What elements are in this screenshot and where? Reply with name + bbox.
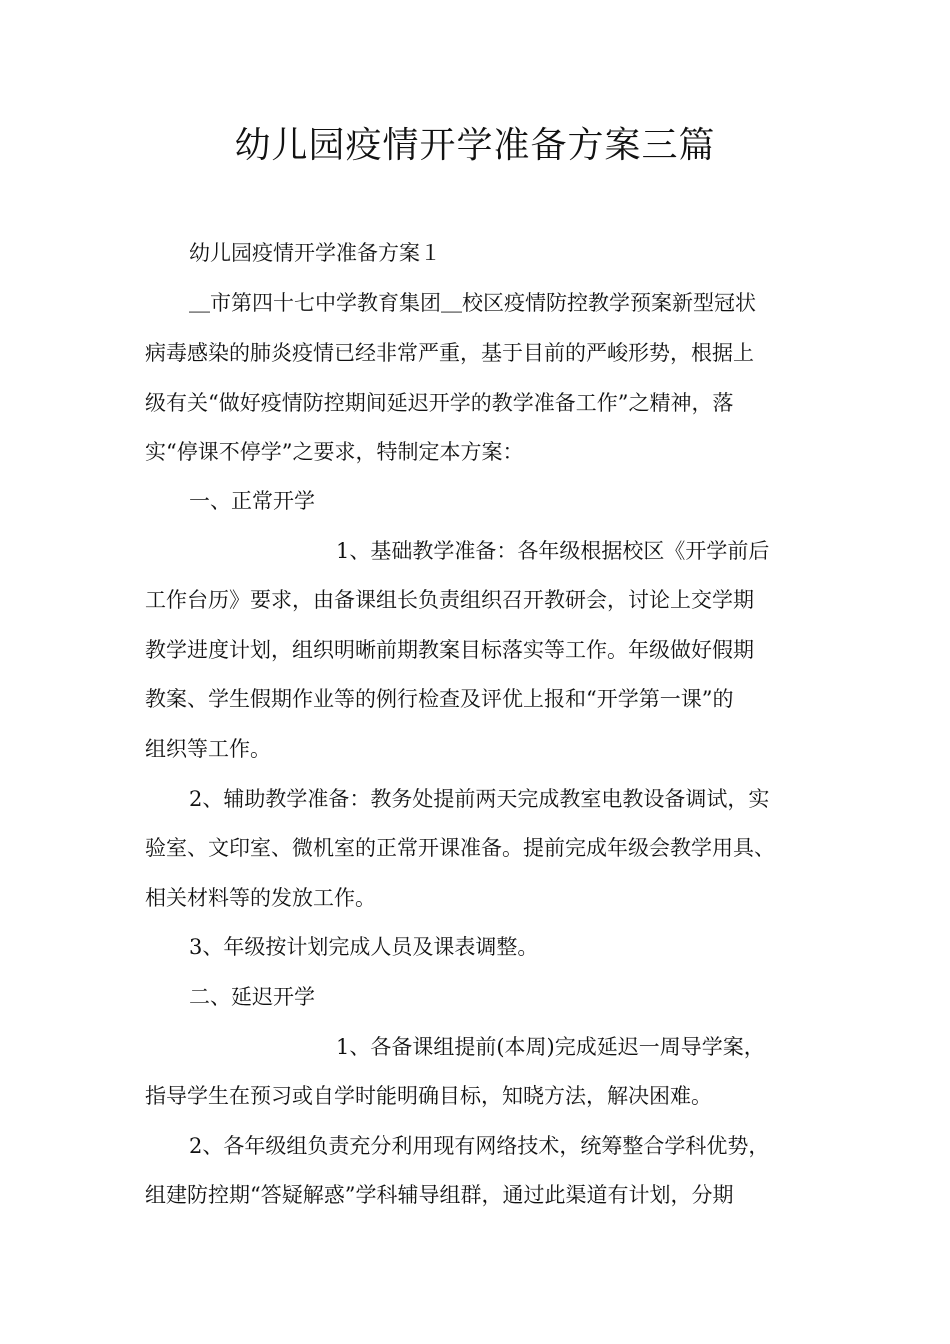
paragraph-line: ＿市第四十七中学教育集团＿校区疫情防控教学预案新型冠状 [189,291,756,315]
paragraph-line: 实“停课不停学”之要求，特制定本方案： [145,440,524,464]
paragraph-line: 2、辅助教学准备：教务处提前两天完成教室电教设备调试，实 [189,787,770,811]
paragraph-line: 指导学生在预习或自学时能明确目标，知晓方法，解决困难。 [145,1084,712,1108]
paragraph-line: 1、基础教学准备：各年级根据校区《开学前后 [336,539,770,563]
paragraph-line: 3、年级按计划完成人员及课表调整。 [189,935,539,959]
document-title: 幼儿园疫情开学准备方案三篇 [234,125,716,166]
paragraph-line: 工作台历》要求，由备课组长负责组织召开教研会，讨论上交学期 [145,588,754,612]
paragraph-line: 组建防控期“答疑解惑”学科辅导组群，通过此渠道有计划，分期 [145,1183,734,1207]
paragraph-line: 教案、学生假期作业等的例行检查及评优上报和“开学第一课”的 [145,687,734,711]
paragraph-line: 验室、文印室、微机室的正常开课准备。提前完成年级会教学用具、 [145,836,775,860]
section-heading-plan-1: 幼儿园疫情开学准备方案１ [189,241,441,265]
paragraph-line: 组织等工作。 [145,737,271,761]
paragraph-line: 教学进度计划，组织明晰前期教案目标落实等工作。年级做好假期 [145,638,754,662]
paragraph-line: 相关材料等的发放工作。 [145,886,376,910]
section-heading-normal-start: 一、正常开学 [189,489,315,513]
paragraph-line: 级有关“做好疫情防控期间延迟开学的教学准备工作”之精神，落 [145,391,734,415]
section-heading-delayed-start: 二、延迟开学 [189,985,315,1009]
paragraph-line: 1、各备课组提前(本周)完成延迟一周导学案， [336,1035,765,1059]
paragraph-line: 2、各年级组负责充分利用现有网络技术，统筹整合学科优势， [189,1134,770,1158]
paragraph-line: 病毒感染的肺炎疫情已经非常严重，基于目前的严峻形势，根据上 [145,341,754,365]
